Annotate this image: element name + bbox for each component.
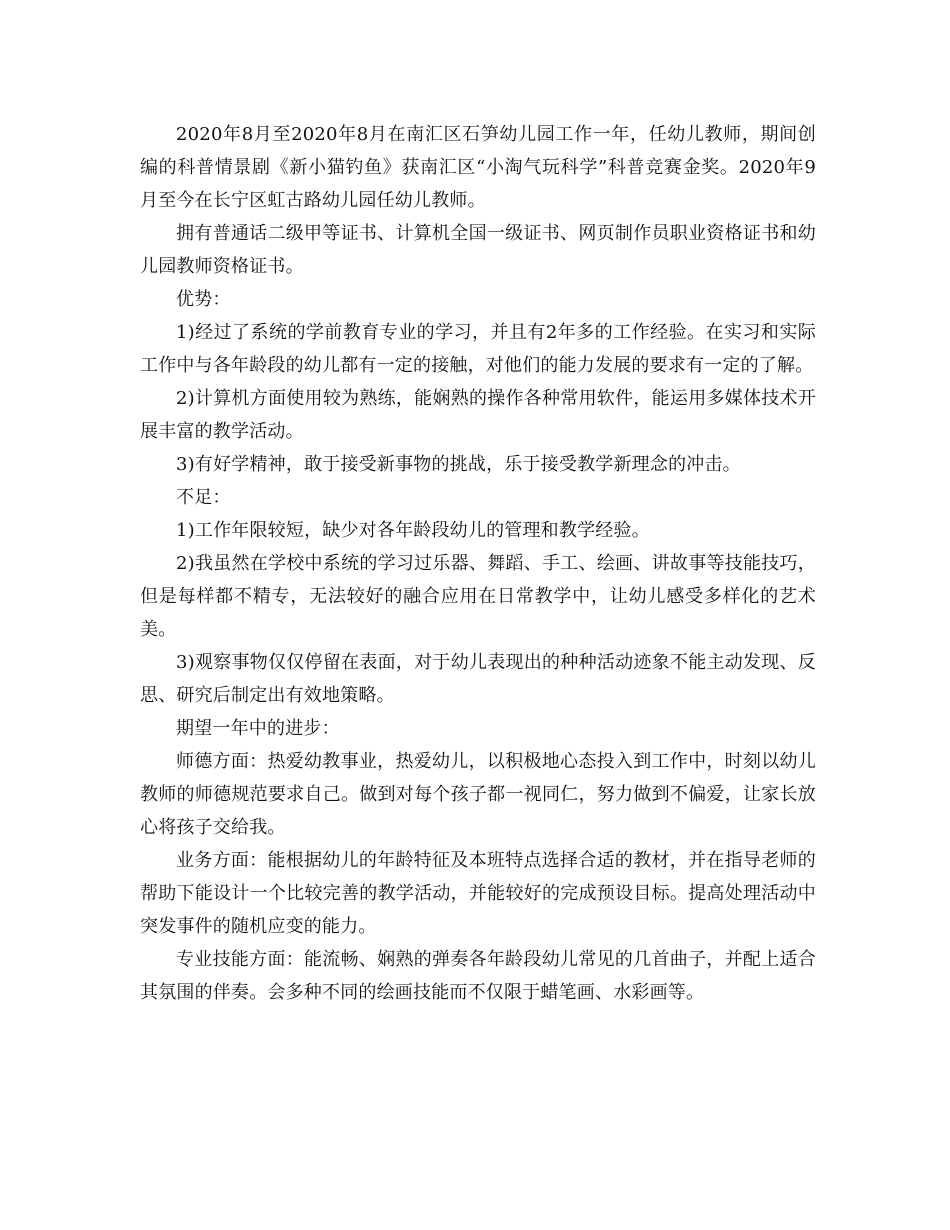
weakness-item-1: 1)工作年限较短，缺少对各年龄段幼儿的管理和教学经验。 [176, 520, 650, 541]
progress-ethics: 师德方面：热爱幼教事业，热爱幼儿，以积极地心态投入到工作中，时刻以幼儿教师的师德规范要求自己。做到对每个孩子都一视同仁，努力做到不偏爱，让家长放心将孩子交给我。 [140, 751, 816, 838]
strength-item-1: 1)经过了系统的学前教育专业的学习，并且有2年多的工作经验。在实习和实际工作中与各年龄段的幼儿都有一定的接触，对他们的能力发展的要求有一定的了解。 [140, 322, 816, 376]
strength-item-3: 3)有好学精神，敢于接受新事物的挑战，乐于接受教学新理念的冲击。 [176, 454, 741, 475]
weakness-item-2: 2)我虽然在学校中系统的学习过乐器、舞蹈、手工、绘画、讲故事等技能技巧，但是每样都不精专，无法较好的融合应用在日常教学中，让幼儿感受多样化的艺术美。 [140, 553, 816, 640]
document-body [140, 118, 816, 1009]
progress-skills: 专业技能方面：能流畅、娴熟的弹奏各年龄段幼儿常见的几首曲子，并配上适合其氛围的伴奏。会多种不同的绘画技能而不仅限于蜡笔画、水彩画等。 [140, 949, 816, 1003]
heading-weaknesses: 不足： [176, 487, 231, 508]
heading-expected-progress: 期望一年中的进步： [176, 718, 340, 739]
strength-item-2: 2)计算机方面使用较为熟练，能娴熟的操作各种常用软件，能运用多媒体技术开展丰富的教学活动。 [140, 388, 816, 442]
paragraph-certificates: 拥有普通话二级甲等证书、计算机全国一级证书、网页制作员职业资格证书和幼儿园教师资格证书。 [140, 223, 816, 277]
paragraph-work-history: 2020年8月至2020年8月在南汇区石笋幼儿园工作一年，任幼儿教师，期间创编的科普情景剧《新小猫钓鱼》获南汇区“小淘气玩科学”科普竞赛金奖。2020年9月至今在长宁区虹古路幼儿园任幼儿教师。 [140, 124, 816, 211]
weakness-item-3: 3)观察事物仅仅停留在表面，对于幼儿表现出的种种活动迹象不能主动发现、反思、研究后制定出有效地策略。 [140, 652, 816, 706]
heading-strengths: 优势： [176, 289, 231, 310]
progress-professional: 业务方面：能根据幼儿的年龄特征及本班特点选择合适的教材，并在指导老师的帮助下能设计一个比较完善的教学活动，并能较好的完成预设目标。提高处理活动中突发事件的随机应变的能力。 [140, 850, 816, 937]
